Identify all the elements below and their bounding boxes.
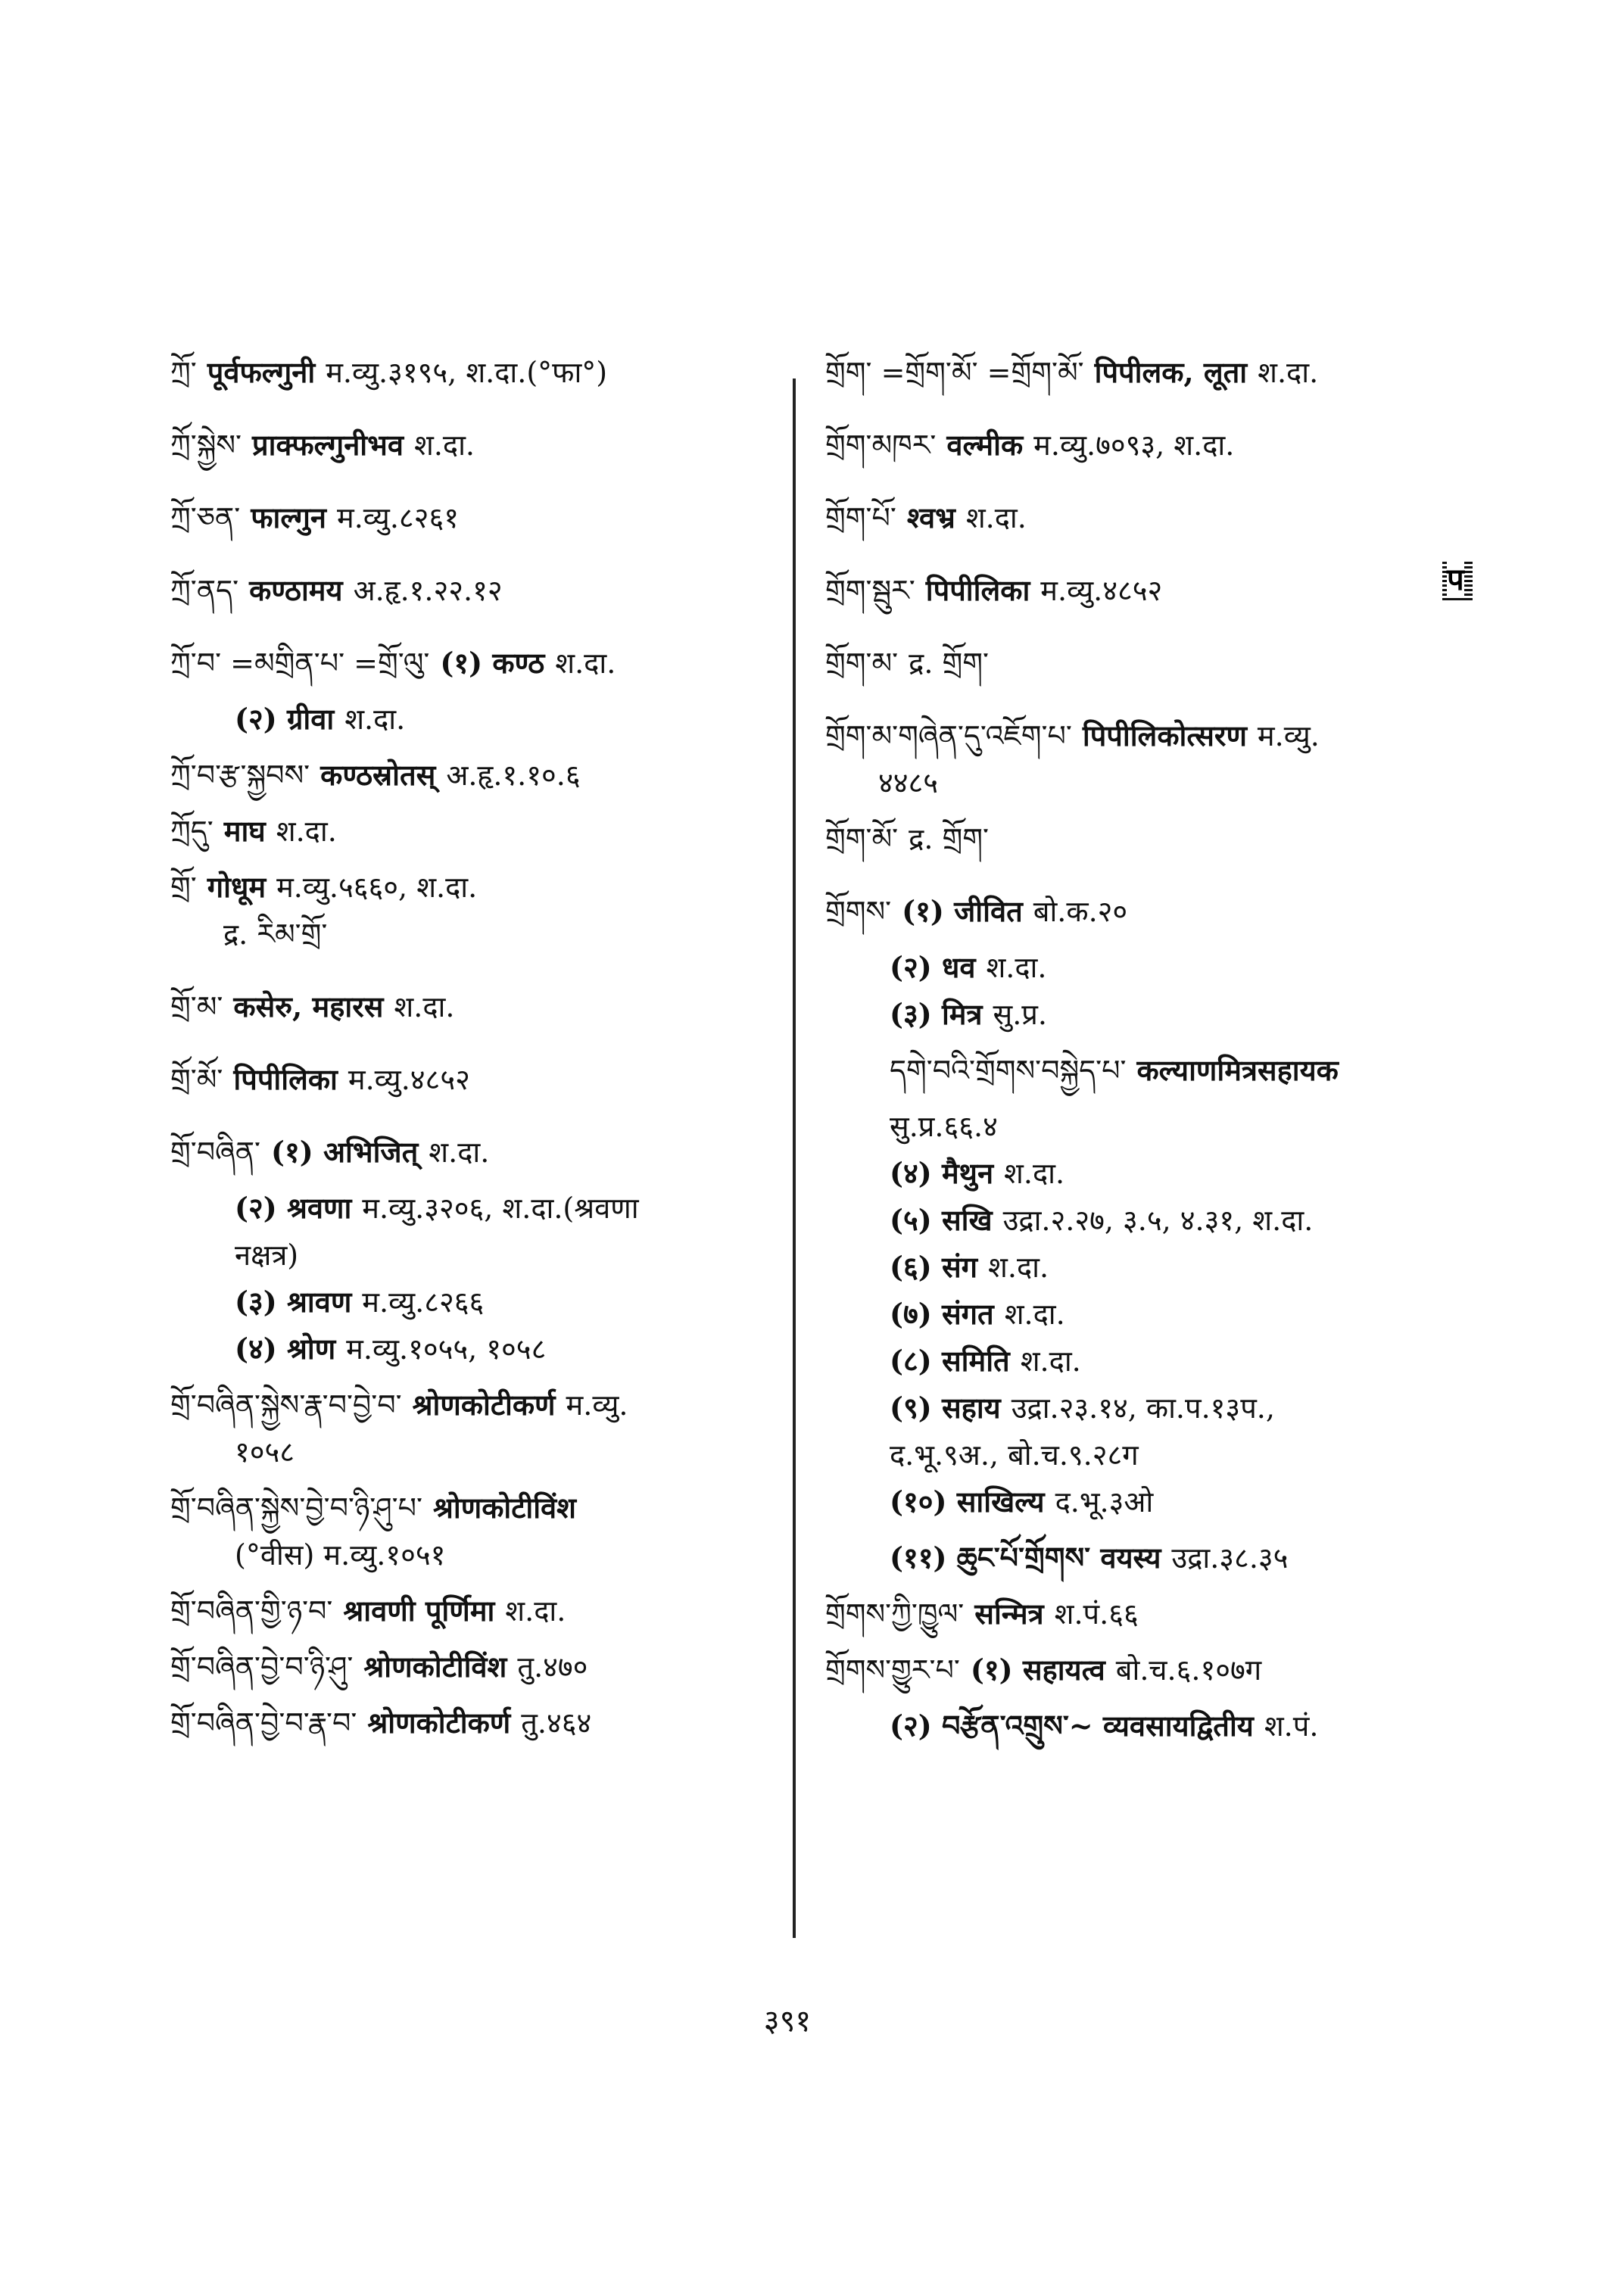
reference: म.व्यु.३२०६, श.दा.(श्रवणा xyxy=(362,1192,639,1225)
reference: द्र. གྲོག་ xyxy=(909,822,989,855)
sanskrit-equivalent: श्वभ्र xyxy=(906,500,955,534)
reference: (°वीस) म.व्यु.१०५१ xyxy=(235,1538,446,1572)
entry-line xyxy=(825,1391,1454,1425)
reference: द.भू.३ओ xyxy=(1055,1485,1154,1519)
tibetan-headword: གྲོག་མོ་ xyxy=(825,822,899,855)
reference: १०५८ xyxy=(235,1435,295,1469)
reference: श.दा. xyxy=(986,951,1047,984)
tibetan-headword: གྲོག་ =གྲོག་མོ་ =གྲོག་མོ་ xyxy=(825,356,1084,389)
tibetan-headword: ཀྲོ་ནད་ xyxy=(170,574,239,607)
reference: अ.हृ.१.२२.१२ xyxy=(353,574,503,607)
entry-line xyxy=(170,1285,776,1319)
tibetan-headword: ཀྲོ་བ་རྩ་སྐྱབས་ xyxy=(170,759,310,792)
entry-line xyxy=(170,646,776,680)
entry-line xyxy=(170,918,776,951)
entry-line xyxy=(170,428,776,462)
sanskrit-equivalent: पिपीलक, लूता xyxy=(1094,355,1248,389)
sanskrit-equivalent: श्रोणकोटीविंश xyxy=(363,1650,507,1684)
entry-line xyxy=(170,1650,776,1684)
entry-line xyxy=(825,646,1454,680)
tibetan-headword: གྲོ་བཞིན་ xyxy=(170,1136,261,1169)
tibetan-headword: གྲོགས་ xyxy=(825,895,892,928)
reference: म.व्यु. xyxy=(1257,719,1320,752)
entry-line xyxy=(825,1157,1454,1190)
reference: श.पं. xyxy=(1264,1709,1319,1743)
sanskrit-equivalent: श्रोणकोटीकर्ण xyxy=(367,1706,511,1740)
entry-line xyxy=(170,871,776,904)
tibetan-headword: གྲོག་སྦུར་ xyxy=(825,574,915,607)
tibetan-headword: ཀྲོདུ་ xyxy=(170,815,214,848)
sanskrit-equivalent: (४) श्रोण xyxy=(235,1332,336,1366)
page-number: ३९१ xyxy=(763,2004,812,2039)
reference: म.व्यु.८२६६ xyxy=(362,1285,485,1319)
reference: श.पं.६६ xyxy=(1054,1597,1139,1631)
reference: द.भू.९अ., बो.च.९.२८ग xyxy=(890,1438,1139,1472)
tibetan-headword: ཀྲོ་བ་ =མགྲིན་པ་ =གྲོ་ལུ་ xyxy=(170,646,430,680)
thumb-index-letter: प xyxy=(1447,562,1464,597)
sanskrit-equivalent: (१) सहायत्व xyxy=(970,1653,1105,1687)
entry-line xyxy=(170,1491,776,1525)
entry-line xyxy=(170,1063,776,1096)
entry-line xyxy=(170,574,776,607)
sanskrit-equivalent: (४) मैथुन xyxy=(890,1156,994,1190)
entry-line xyxy=(170,1388,776,1422)
tibetan-headword: ཀྲོ་ xyxy=(170,356,197,389)
entry-line xyxy=(825,1204,1454,1237)
tibetan-headword: གྲོ་མ་ xyxy=(170,990,223,1023)
entry-line xyxy=(170,1192,776,1225)
tibetan-headword: གྲོ་བཞིན་བྱེ་བ་རྣ་བ་ xyxy=(170,1706,357,1740)
column-divider xyxy=(793,379,796,1938)
sanskrit-equivalent: (२) धव xyxy=(890,950,976,984)
entry-line xyxy=(825,1709,1454,1743)
entry-line xyxy=(825,895,1454,928)
reference: उद्रा.२३.१४, का.प.१३प., xyxy=(1011,1391,1275,1425)
sanskrit-equivalent: पिपीलिकोत्सरण xyxy=(1082,718,1247,752)
reference: नक्षत्र) xyxy=(235,1238,299,1272)
tibetan-headword: གྲོག་མ་གཞེན་དུ་འཇོག་པ་ xyxy=(825,719,1072,752)
entry-line xyxy=(170,1706,776,1740)
entry-line xyxy=(825,822,1454,855)
sanskrit-equivalent: (२) श्रवणा xyxy=(235,1191,352,1225)
sanskrit-equivalent: कल्याणमित्रसहायक xyxy=(1136,1053,1339,1087)
sanskrit-equivalent: माघ xyxy=(223,814,266,848)
reference: म.व्यु. xyxy=(566,1388,628,1422)
sanskrit-equivalent: सन्मित्र xyxy=(974,1597,1044,1631)
reference: द्र. གྲོག་ xyxy=(909,646,989,680)
tibetan-headword: གྲོ་བཞིན་སྐྱེས་བྱེ་བ་ཉི་ཤུ་པ་ xyxy=(170,1491,422,1525)
tibetan-headword: གྲོག་པོ་ xyxy=(825,501,896,534)
sanskrit-equivalent: पिपीलिका xyxy=(925,573,1030,607)
sanskrit-equivalent: फाल्गुन xyxy=(251,500,326,534)
sanskrit-equivalent: (७) संगत xyxy=(890,1297,994,1331)
tibetan-headword: གྲོ་བཞིན་གྱི་ཉ་བ་ xyxy=(170,1594,333,1628)
reference: सु.प्र. xyxy=(993,998,1047,1031)
tibetan-headword: གྲོགས་ཀྱི་ཁྱུལ་ xyxy=(825,1597,965,1631)
entry-line xyxy=(170,356,776,389)
sanskrit-equivalent: श्रोणकोटीकर्ण xyxy=(412,1388,556,1422)
entry-line xyxy=(170,1538,776,1572)
reference: उद्रा.२.२७, ३.५, ४.३१, श.दा. xyxy=(1002,1204,1314,1237)
sanskrit-equivalent: प्राक्फल्गुनीभव xyxy=(252,428,404,462)
reference: श.दा. xyxy=(1020,1344,1081,1378)
reference: बो.क.२० xyxy=(1033,895,1128,928)
reference: श.दा. xyxy=(344,703,406,736)
reference: श.दा. xyxy=(429,1136,490,1169)
reference: श.दा. xyxy=(394,990,455,1023)
tibetan-headword: གྲོ་ xyxy=(170,871,197,904)
entry-line xyxy=(825,1110,1454,1143)
reference: ४४८५ xyxy=(878,766,939,799)
reference: अ.हृ.१.१०.६ xyxy=(446,759,581,792)
reference: बो.च.६.१०७ग xyxy=(1115,1653,1262,1687)
entry-line xyxy=(170,1238,776,1272)
left-column xyxy=(170,356,776,1740)
entry-line xyxy=(825,501,1454,534)
entry-line xyxy=(170,1332,776,1366)
tibetan-headword: གྲོགས་གྱུར་པ་ xyxy=(825,1653,960,1687)
entry-line xyxy=(825,951,1454,984)
reference: श.दा. xyxy=(988,1251,1049,1284)
sanskrit-equivalent: (१) कण्ठ xyxy=(440,646,545,680)
reference: तु.४७० xyxy=(517,1650,588,1684)
entry-line xyxy=(170,815,776,848)
sanskrit-equivalent: वल्मीक xyxy=(946,428,1024,462)
entry-line xyxy=(825,1597,1454,1631)
entry-line xyxy=(825,998,1454,1031)
reference: म.व्यु.५६६०, श.दा. xyxy=(276,871,478,904)
tibetan-headword: གྲོག་མ་ xyxy=(825,646,899,680)
reference: श.दा. xyxy=(1004,1298,1065,1331)
sanskrit-equivalent: (११) ཆུང་པོ་གྲོགས་ वयस्य xyxy=(890,1541,1161,1575)
sanskrit-equivalent: कण्ठस्रोतस् xyxy=(320,758,436,792)
entry-line xyxy=(825,356,1454,389)
entry-line xyxy=(825,1054,1454,1087)
entry-line xyxy=(170,759,776,792)
entry-line xyxy=(825,1653,1454,1687)
reference: श.दा. xyxy=(276,815,337,848)
sanskrit-equivalent: (२) བརྩོན་འགྲུས་~ व्यवसायद्वितीय xyxy=(890,1709,1254,1743)
tibetan-headword: ཀྲོ་སྐྱེས་ xyxy=(170,428,242,462)
tibetan-headword: གྲོ་བཞིན་བྱེ་བ་ཉི་ཤུ་ xyxy=(170,1650,354,1684)
entry-line xyxy=(825,719,1454,752)
entry-line xyxy=(825,1251,1454,1284)
tibetan-headword: དགེ་བའི་གྲོགས་བསྐྱེད་པ་ xyxy=(890,1054,1127,1087)
sanskrit-equivalent: (२) ग्रीवा xyxy=(235,702,335,736)
reference: श.दा. xyxy=(413,428,475,462)
tibetan-headword: གྲོ་བཞིན་སྐྱེས་རྣ་བ་བྱེ་བ་ xyxy=(170,1388,402,1422)
reference: श.दा. xyxy=(505,1594,566,1628)
entry-line xyxy=(825,766,1454,799)
entry-line xyxy=(170,703,776,736)
sanskrit-equivalent: (६) संग xyxy=(890,1250,978,1284)
entry-line xyxy=(825,1344,1454,1378)
sanskrit-equivalent: (३) श्रावण xyxy=(235,1285,352,1319)
reference: सु.प्र.६६.४ xyxy=(890,1110,998,1143)
entry-line xyxy=(170,1435,776,1469)
sanskrit-equivalent: (३) मित्र xyxy=(890,997,983,1031)
entry-line xyxy=(825,428,1454,462)
reference: उद्रा.३८.३५ xyxy=(1171,1541,1289,1575)
sanskrit-equivalent: पिपीलिका xyxy=(233,1062,338,1096)
sanskrit-equivalent: (९) सहाय xyxy=(890,1391,1001,1425)
sanskrit-equivalent: कसेरु, महारस xyxy=(233,989,384,1023)
sanskrit-equivalent: श्रोणकोटीविंश xyxy=(432,1491,577,1525)
reference: तु.४६४ xyxy=(521,1706,592,1740)
reference: म.व्यु.१०५५, १०५८ xyxy=(346,1332,547,1366)
sanskrit-equivalent: श्रावणी पूर्णिमा xyxy=(343,1594,495,1628)
entry-line xyxy=(170,501,776,534)
sanskrit-equivalent: (१०) साखिल्य xyxy=(890,1485,1045,1519)
sanskrit-equivalent: (५) सखि xyxy=(890,1203,993,1237)
tibetan-headword: ཀྲོ་ཅན་ xyxy=(170,501,241,534)
reference: म.व्यु.४८५२ xyxy=(1040,574,1163,607)
entry-line xyxy=(825,574,1454,607)
reference: म.व्यु.४८५२ xyxy=(348,1063,470,1096)
sanskrit-equivalent: गोधूम xyxy=(207,870,267,904)
reference: श.दा. xyxy=(555,646,616,680)
entry-line xyxy=(170,1594,776,1628)
entry-line xyxy=(825,1485,1454,1519)
reference: द्र. རིམ་གྲོ་ xyxy=(223,918,328,951)
sanskrit-equivalent: कण्ठामय xyxy=(249,573,343,607)
entry-line xyxy=(170,990,776,1023)
sanskrit-equivalent: पूर्वफल्गुनी xyxy=(207,355,316,389)
tibetan-headword: གྲོ་མོ་ xyxy=(170,1063,223,1096)
right-column xyxy=(825,356,1454,1743)
reference: म.व्यु.७०९३, श.दा. xyxy=(1033,428,1235,462)
reference: श.दा. xyxy=(1258,356,1319,389)
entry-line xyxy=(825,1298,1454,1331)
tibetan-headword: གྲོག་མཁར་ xyxy=(825,428,937,462)
entry-line xyxy=(170,1136,776,1169)
reference: म.व्यु.३१९५, श.दा.(°फा°) xyxy=(326,356,608,389)
sanskrit-equivalent: (८) समिति xyxy=(890,1344,1010,1378)
reference: म.व्यु.८२६१ xyxy=(337,501,459,534)
entry-line xyxy=(825,1541,1454,1575)
reference: श.दा. xyxy=(965,501,1027,534)
sanskrit-equivalent: (१) जीवित xyxy=(902,894,1023,928)
reference: श.दा. xyxy=(1004,1157,1065,1190)
entry-line xyxy=(825,1438,1454,1472)
sanskrit-equivalent: (१) अभिजित् xyxy=(271,1135,419,1169)
